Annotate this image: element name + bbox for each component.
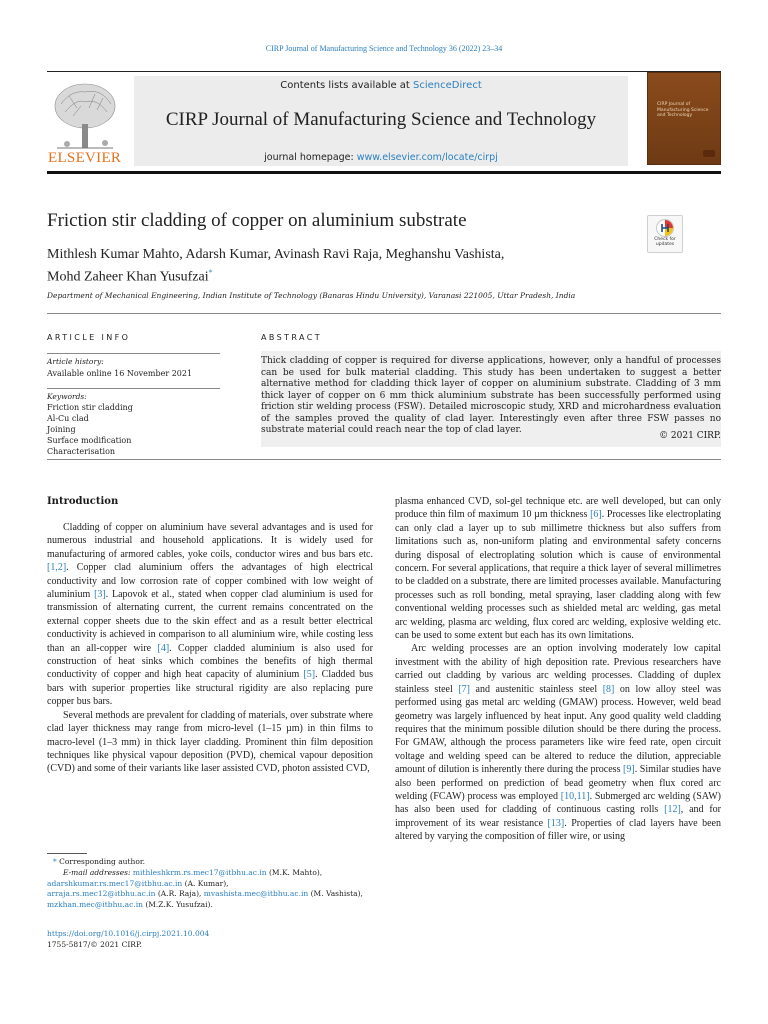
email-line-1: E-mail addresses: mithleshkrm.rs.mec17@itbhu.ac.in (M.K. Mahto), xyxy=(63,867,323,877)
abstract-copyright: © 2021 CIRP. xyxy=(659,431,721,441)
citation-link[interactable]: [10,11] xyxy=(560,790,590,802)
homepage-prefix: journal homepage: xyxy=(264,152,357,163)
email-link[interactable]: arraja.rs.mec12@itbhu.ac.in xyxy=(47,889,156,899)
keyword-item: Surface modification xyxy=(47,436,132,445)
article-title: Friction stir cladding of copper on aluminium substrate xyxy=(47,210,467,231)
paragraph: Several methods are prevalent for cladding of materials, over substrate where clad layer thickness may range from micro-level (1–15 µm) in thin films to macro-level (1–3 mm) in thick layer cladding. Prominent thin film deposition techniques like physical vapour deposition (PVD), chemical vapour deposition (CVD) and some of their variants like laser assisted CVD, photon assisted CVD, xyxy=(47,709,373,775)
keyword-item: Al-Cu clad xyxy=(47,414,89,423)
citation-link[interactable]: [12] xyxy=(664,804,681,816)
keyword-item: Characterisation xyxy=(47,447,116,456)
body-column-right xyxy=(395,495,721,844)
email-link[interactable]: mithleshkrm.rs.mec17@itbhu.ac.in xyxy=(132,867,267,877)
contents-line xyxy=(134,80,628,91)
article-info-rule xyxy=(47,353,220,354)
corresponding-author-mark[interactable]: * xyxy=(208,268,213,277)
citation-link[interactable]: [4] xyxy=(157,642,170,654)
doi-block xyxy=(47,929,209,950)
citation-link[interactable]: [3] xyxy=(94,589,106,601)
issn-line: 1755-5817/© 2021 CIRP. xyxy=(47,939,142,949)
paragraph: Arc welding processes are an option involving moderately low capital investment with the ability of high deposition rate. Previous researchers have carried out cladding by various arc welding processes. Cladding of duplex stainless steel [7] and austenitic stainless steel [8] on low alloy steel was performed using gas metal arc welding (GMAW) process. However, weld bead geometry was largely influenced by heat input. Any good quality weld cladding requires that the minimum possible dilution should be there during the process. For GMAW, although the process parameters like wire feed rate, open circuit voltage and welding speed can be altered to reduce the dilution, appreciable amount of dilution is inherently there during the process [9]. Similar studies have also been performed on prediction of bead geometry when flux cored arc welding (FCAW) process was employed [10,11]. Submerged arc welding (SAW) has also been used for cladding of continuous casting rolls [12], and for improvement of its wear resistance [13]. Properties of clad layers have been altered by varying the composition of filler wire, or using xyxy=(395,643,721,843)
header-top-rule xyxy=(47,71,721,72)
citation-link[interactable]: [7] xyxy=(458,683,470,695)
keywords-label: Keywords: xyxy=(47,392,87,401)
body-column-left xyxy=(47,521,373,776)
contents-prefix: Contents lists available at xyxy=(280,80,414,91)
abstract-heading: ABSTRACT xyxy=(261,333,323,342)
doi-link[interactable]: https://doi.org/10.1016/j.cirpj.2021.10.004 xyxy=(47,929,210,938)
keyword-list xyxy=(47,402,133,457)
citation-link[interactable]: [9] xyxy=(623,764,635,776)
article-info-heading: ARTICLE INFO xyxy=(47,333,131,342)
abstract-text: Thick cladding of copper is required for diverse applications, however, only a handful of processes can be used for bulk material cladding. This study has been undertaken to suggest a better alternative method for cladding thick layer of copper on aluminium substrate. Cladding of 3 mm thick layer of copper on 6 mm thick aluminium substrate has been successfully performed using friction stir welding process (FSW). Detailed microscopic study, XRD and microhardness evaluation of the samples proved the quality of clad layer. Interestingly even after three FSW passes no substrate material could reach near the top of clad layer. xyxy=(261,356,721,435)
author-list xyxy=(47,246,607,287)
journal-title: CIRP Journal of Manufacturing Science and Technology xyxy=(165,109,597,130)
history-label: Article history: xyxy=(47,357,104,366)
email-link[interactable]: mzkhan.mec@itbhu.ac.in xyxy=(47,900,143,910)
authors-line-1: Mithlesh Kumar Mahto, Adarsh Kumar, Avinash Ravi Raja, Meghanshu Vashista, xyxy=(47,247,505,262)
email-line-2: adarshkumar.rs.mec17@itbhu.ac.in (A. Kumar), xyxy=(47,878,229,888)
email-link[interactable]: adarshkumar.rs.mec17@itbhu.ac.in xyxy=(47,878,183,888)
homepage-link[interactable]: www.elsevier.com/locate/cirpj xyxy=(356,152,498,163)
elsevier-wordmark: ELSEVIER xyxy=(48,150,122,166)
footnotes xyxy=(47,857,373,911)
cover-badge xyxy=(703,150,715,157)
corresponding-footnote: * Corresponding author. xyxy=(53,857,146,866)
cover-text: CIRP Journal of Manufacturing Science and Technology xyxy=(657,102,709,118)
header-bottom-rule xyxy=(47,171,721,174)
citation-link[interactable]: [13] xyxy=(547,817,565,829)
footnote-mark: * xyxy=(53,857,57,866)
citation-link[interactable]: [6] xyxy=(590,509,602,521)
email-line-4: mzkhan.mec@itbhu.ac.in (M.Z.K. Yusufzai). xyxy=(47,900,213,910)
check-for-updates-label: Check for updates xyxy=(654,237,676,247)
affiliation: Department of Mechanical Engineering, Indian Institute of Technology (Banaras Hindu University), Varanasi 221005, Uttar Pradesh, India xyxy=(47,291,576,300)
abstract-bottom-rule xyxy=(47,459,721,460)
paragraph: plasma enhanced CVD, sol-gel technique etc. are well developed, but can only produce thin film of maximum 10 µm thickness [6]. Processes like electroplating can only clad a layer up to sub millimetre thickness but also suffers from limitations such as, non-uniform plating and environmental safety concerns during disposal of electroplating solution which is cause of environmental concern. For several applications, that require a thick layer of several millimetres to be cladded on a substrate, there are limited processes available. Manufacturing processes such as roll bonding, metal spraying, laser cladding along with few conventional welding processes such as shielded metal arc welding, gas metal arc welding, plasma arc welding, flux cored arc welding, explosive welding etc. can be used to some extent but each has its own limitations. xyxy=(395,496,721,642)
citation-link[interactable]: [5] xyxy=(303,669,316,681)
email-line-3: arraja.rs.mec12@itbhu.ac.in (A.R. Raja), mvashista.mec@itbhu.ac.in (M. Vashista), xyxy=(47,889,363,899)
keyword-item: Joining xyxy=(47,425,76,434)
email-link[interactable]: mvashista.mec@itbhu.ac.in xyxy=(203,889,309,899)
keywords-rule xyxy=(47,388,220,389)
history-value: Available online 16 November 2021 xyxy=(47,369,193,378)
section-heading-introduction: Introduction xyxy=(47,496,119,507)
footnote-rule xyxy=(47,853,87,854)
keyword-item: Friction stir cladding xyxy=(47,403,133,412)
paragraph: Cladding of copper on aluminium have several advantages and is used for numerous industrial and household applications. It is widely used for manufacturing of armored cables, yoke coils, conductor wires and bus bars etc. [1,2]. Copper clad aluminium offers the advantages of high electrical conductivity and low corrosion rate of copper combined with low weight of aluminium [3]. Lapovok et al., stated when copper clad aluminium is used for transmission of alternating current, the current remains concentrated on the external copper sheets due to the skin effect and as a result better electrical conductivity is achieved in comparison to all aluminium wire, while costing less than an all-copper wire [4]. Copper cladded aluminium is also used for construction of heat sinks which combines the benefits of high thermal conductivity of copper and high heat capacity of aluminium [5]. Cladded bus bars with superior properties like structural rigidity are also replacing pure copper bus bars. xyxy=(47,522,374,708)
sciencedirect-link[interactable]: ScienceDirect xyxy=(413,80,482,91)
check-for-updates-icon xyxy=(655,218,675,238)
journal-reference[interactable]: CIRP Journal of Manufacturing Science and Technology 36 (2022) 23–34 xyxy=(265,44,503,53)
info-top-rule xyxy=(47,313,721,314)
homepage-line xyxy=(134,152,628,163)
citation-link[interactable]: [8] xyxy=(602,683,615,695)
authors-line-2: Mohd Zaheer Khan Yusufzai* xyxy=(47,268,213,285)
citation-link[interactable]: [1,2] xyxy=(47,562,67,574)
